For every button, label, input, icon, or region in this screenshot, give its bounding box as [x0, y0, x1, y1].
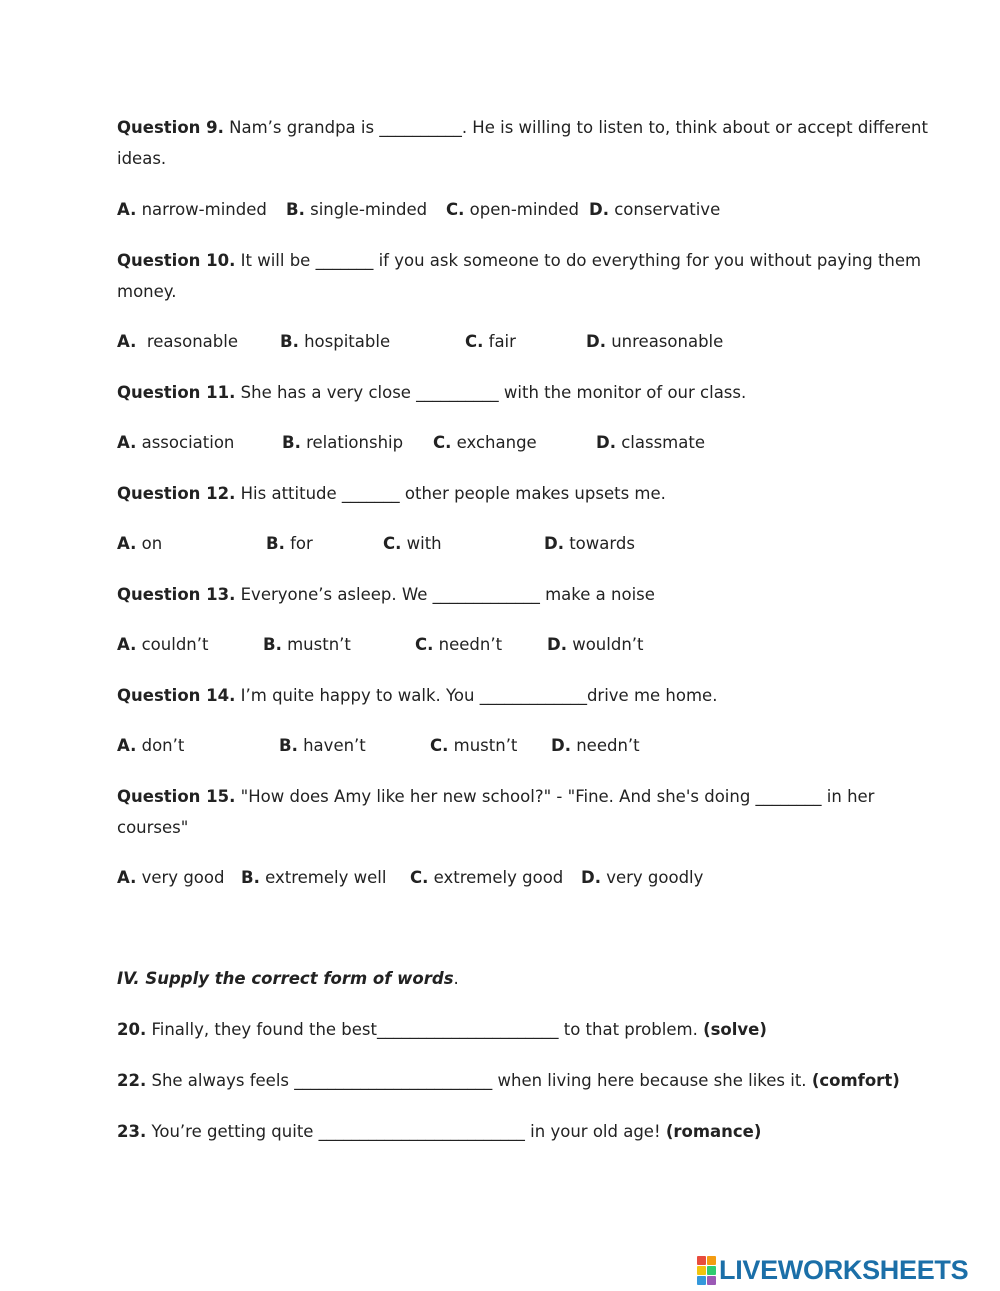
- question-13-text: Question 13. Everyone’s asleep. We _____________ make a noise: [117, 585, 655, 604]
- question-label: Question 15.: [117, 787, 236, 806]
- logo-block: [707, 1266, 716, 1275]
- option-d[interactable]: D. towards: [544, 534, 635, 553]
- logo-block: [707, 1256, 716, 1265]
- question-label: Question 10.: [117, 251, 236, 270]
- word-form-item-23[interactable]: 23. You’re getting quite _________________________ in your old age! (romance): [117, 1122, 762, 1141]
- option-a[interactable]: A. don’t: [117, 736, 185, 755]
- option-c[interactable]: C. exchange: [433, 433, 537, 452]
- liveworksheets-logo: [697, 1255, 968, 1285]
- option-c[interactable]: C. with: [383, 534, 442, 553]
- option-b[interactable]: B. mustn’t: [263, 635, 351, 654]
- question-15-text: Question 15. "How does Amy like her new school?" - "Fine. And she's doing ________ in her: [117, 787, 875, 806]
- option-d[interactable]: D. wouldn’t: [547, 635, 644, 654]
- option-d[interactable]: D. classmate: [596, 433, 705, 452]
- option-a[interactable]: A. on: [117, 534, 163, 553]
- option-c[interactable]: C. fair: [465, 332, 516, 351]
- logo-blocks-icon: [697, 1256, 716, 1285]
- option-d[interactable]: D. unreasonable: [586, 332, 724, 351]
- section-iv-title: IV. Supply the correct form of words.: [117, 969, 459, 988]
- option-a[interactable]: A. reasonable: [117, 332, 239, 351]
- option-c[interactable]: C. mustn’t: [430, 736, 518, 755]
- option-c[interactable]: C. open-minded: [446, 200, 579, 219]
- option-b[interactable]: B. single-minded: [286, 200, 428, 219]
- option-b[interactable]: B. hospitable: [280, 332, 391, 351]
- question-10-text: Question 10. It will be _______ if you ask someone to do everything for you without paying them: [117, 251, 922, 270]
- option-d[interactable]: D. needn’t: [551, 736, 640, 755]
- question-14-text: Question 14. I’m quite happy to walk. You _____________drive me home.: [117, 686, 718, 705]
- logo-block: [697, 1266, 706, 1275]
- word-form-item-22[interactable]: 22. She always feels ________________________ when living here because she likes it. (comfort): [117, 1071, 900, 1090]
- option-b[interactable]: B. extremely well: [241, 868, 387, 887]
- question-label: Question 14.: [117, 686, 236, 705]
- option-b[interactable]: B. relationship: [282, 433, 404, 452]
- logo-block: [697, 1276, 706, 1285]
- question-12-text: Question 12. His attitude _______ other people makes upsets me.: [117, 484, 666, 503]
- option-c[interactable]: C. needn’t: [415, 635, 503, 654]
- option-c[interactable]: C. extremely good: [410, 868, 564, 887]
- question-9-text-cont: ideas.: [117, 149, 167, 168]
- question-15-text-cont: courses": [117, 818, 189, 837]
- option-a[interactable]: A. couldn’t: [117, 635, 209, 654]
- question-10-text-cont: money.: [117, 282, 177, 301]
- logo-text: LIVEWORKSHEETS: [719, 1254, 969, 1285]
- option-a[interactable]: A. association: [117, 433, 235, 452]
- option-d[interactable]: D. very goodly: [581, 868, 704, 887]
- question-label: Question 11.: [117, 383, 236, 402]
- question-11-text: Question 11. She has a very close __________ with the monitor of our class.: [117, 383, 747, 402]
- option-a[interactable]: A. very good: [117, 868, 225, 887]
- option-b[interactable]: B. for: [266, 534, 313, 553]
- question-label: Question 13.: [117, 585, 236, 604]
- logo-block: [697, 1256, 706, 1265]
- logo-block: [707, 1276, 716, 1285]
- option-b[interactable]: B. haven’t: [279, 736, 366, 755]
- option-a[interactable]: A. narrow-minded: [117, 200, 267, 219]
- option-d[interactable]: D. conservative: [589, 200, 721, 219]
- question-label: Question 12.: [117, 484, 236, 503]
- word-form-item-20[interactable]: 20. Finally, they found the best______________________ to that problem. (solve): [117, 1020, 767, 1039]
- question-label: Question 9.: [117, 118, 224, 137]
- question-9-text: Question 9. Nam’s grandpa is __________. He is willing to listen to, think about or accept different: [117, 118, 928, 137]
